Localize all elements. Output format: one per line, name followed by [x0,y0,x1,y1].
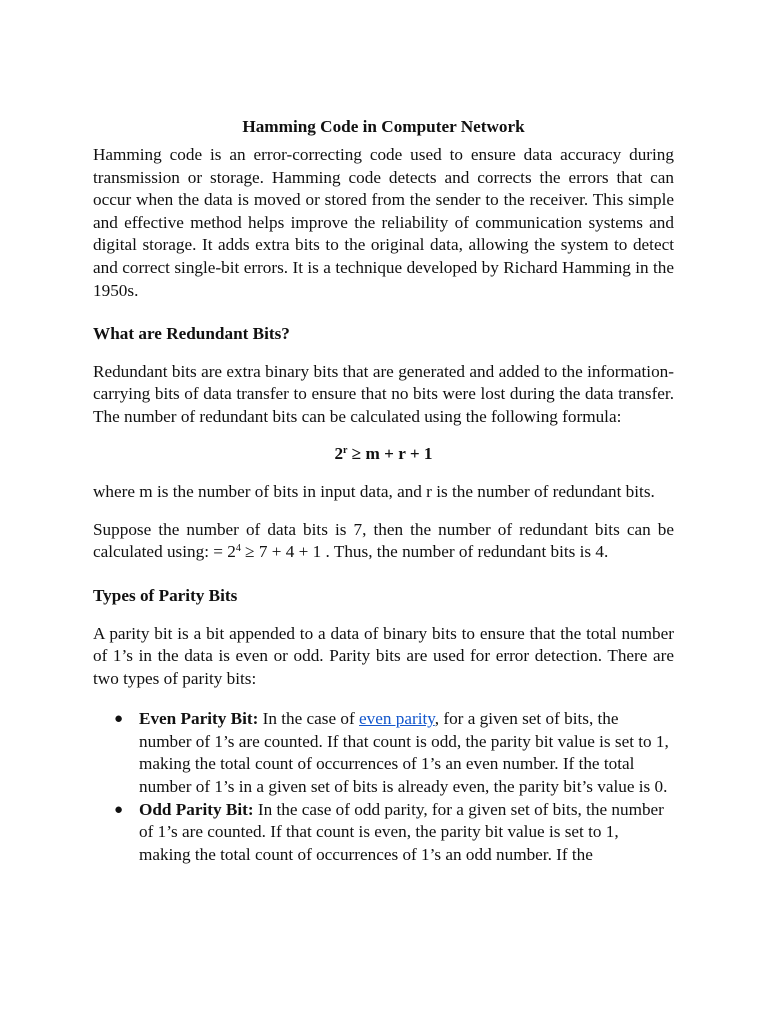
redundant-bits-formula [93,443,674,466]
example-paragraph [93,519,674,564]
example-text-start: Suppose the number of data bits is 7, then the number of redundant bits can be calculated using: = 2 [93,519,674,562]
parity-bits-paragraph: A parity bit is a bit appended to a data of binary bits to ensure that the total number of 1’s in the data is even or odd. Parity bits are used for error detection. There are two types of parity bits: [93,623,674,688]
intro-paragraph: Hamming code is an error-correcting code used to ensure data accuracy during transmission or storage. Hamming code detects and corrects the errors that can occur when the data is moved or stored from the sender to the receiver. This simple and effective method helps improve the reliability of communication systems and digital storage. It adds extra bits to the original data, allowing the system to detect and correct single-bit errors. It is a technique developed by Richard Hamming in the 1950s. [93,145,674,300]
odd-parity-text: In the case of odd parity, for a given set of bits, the number of 1’s are counted. If that count is even, the parity bit value is set to 1, making the total count of occurrences of 1’s an odd number. If the [139,799,664,864]
even-parity-label: Even Parity Bit: [139,709,259,729]
bullet-icon: ● [114,801,124,818]
section-heading-parity-bits: Types of Parity Bits [93,585,238,605]
parity-types-list [93,708,674,866]
even-parity-text-before: In the case of [258,709,360,729]
document-page [93,116,674,866]
even-parity-text-after: , for a given set of bits, the number of 1’s are counted. If that count is odd, the parity bit value is set to 1, making the total count of occurrences of 1’s an even number. If the total number of 1’s in a given set of bits is already even, the parity bit’s value is 0. [139,709,669,797]
formula-explanation-paragraph: where m is the number of bits in input data, and r is the number of redundant bits. [93,482,655,502]
formula-base: 2 [334,443,344,463]
formula-exponent: r [343,444,348,456]
bullet-icon: ● [114,711,124,728]
redundant-bits-paragraph: Redundant bits are extra binary bits that are generated and added to the information-carrying bits of data transfer to ensure that no bits were lost during the data transfer. The number of redundant bits can be calculated using the following formula: [93,361,674,426]
list-item-odd-parity [114,799,674,867]
formula-rest: ≥ m + r + 1 [347,443,433,463]
document-title: Hamming Code in Computer Network [242,117,525,136]
odd-parity-label: Odd Parity Bit: [139,799,254,819]
example-text-end: ≥ 7 + 4 + 1 . Thus, the number of redundant bits is 4. [240,542,609,562]
example-exponent: 4 [235,543,241,555]
section-heading-redundant-bits: What are Redundant Bits? [93,324,290,344]
list-item-even-parity [114,708,674,798]
even-parity-link[interactable]: even parity [359,709,435,729]
